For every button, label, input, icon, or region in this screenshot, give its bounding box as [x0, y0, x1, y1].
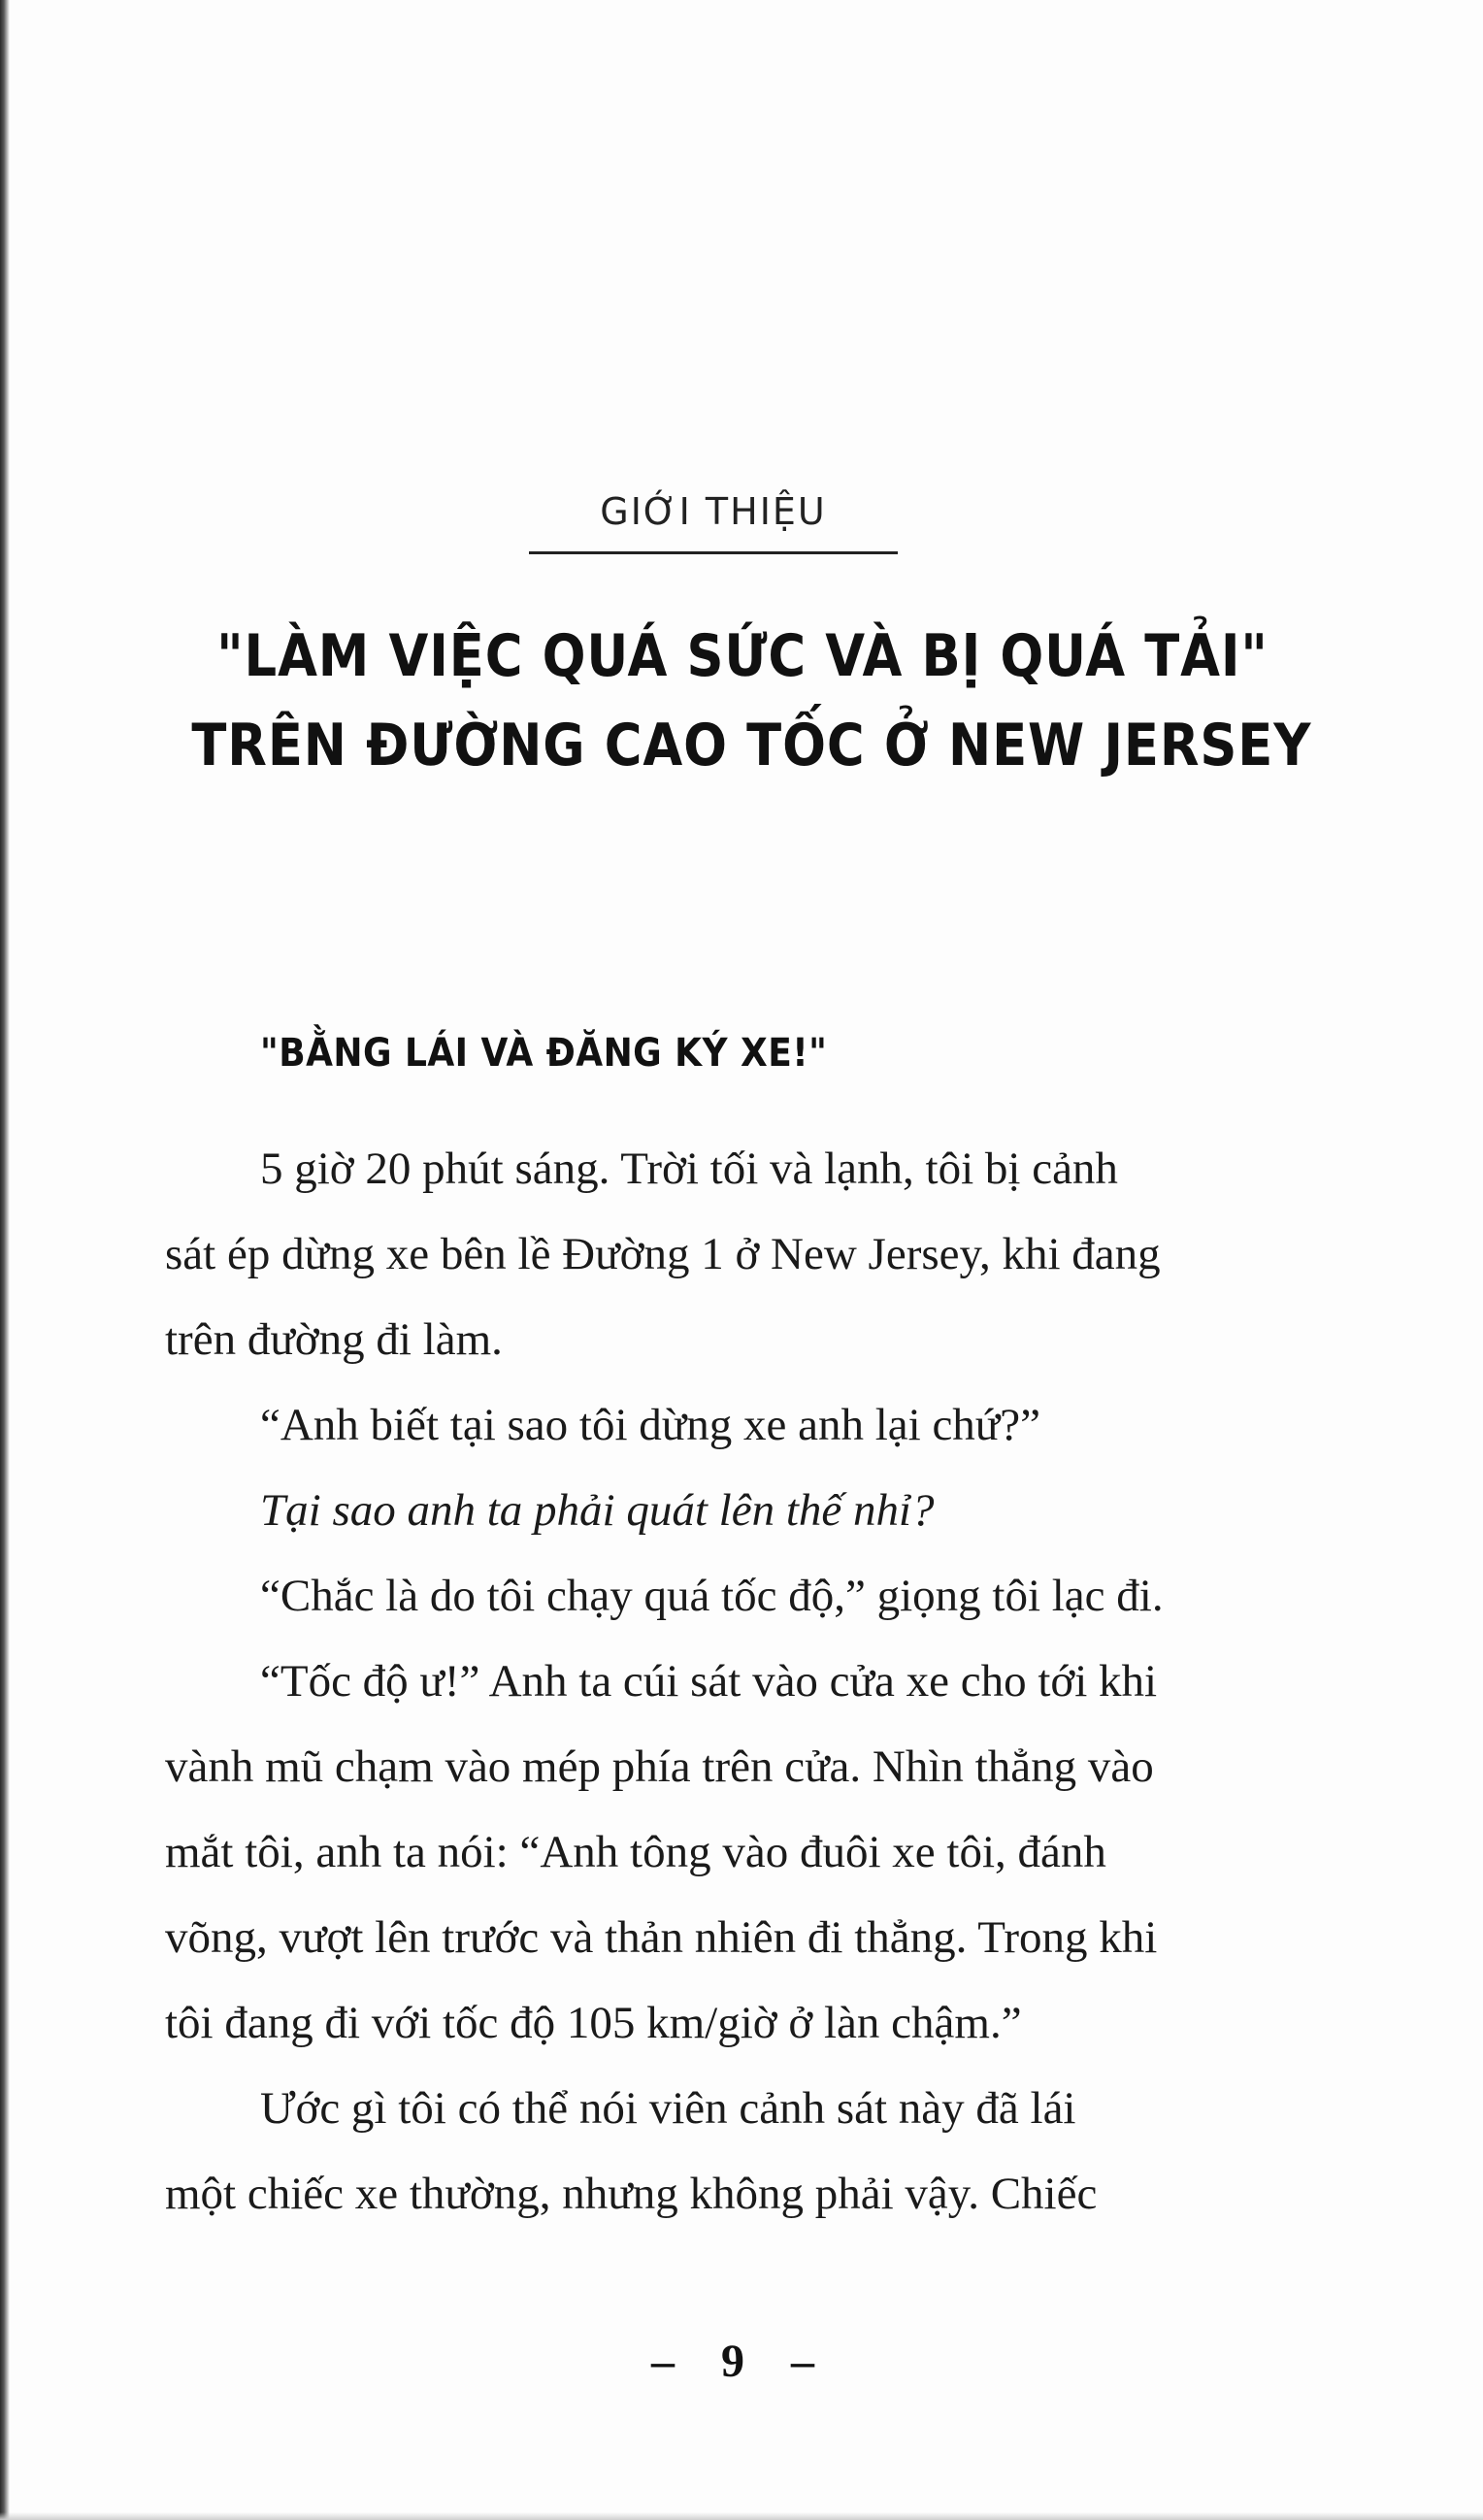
section-heading: "BẰNG LÁI VÀ ĐĂNG KÝ XE!": [260, 1031, 828, 1076]
paragraph-line: Ước gì tôi có thể nói viên cảnh sát này đã lái: [260, 2083, 1076, 2134]
paragraph-line: “Chắc là do tôi chạy quá tốc độ,” giọng tôi lạc đi.: [260, 1571, 1164, 1621]
paragraph-line: mắt tôi, anh ta nói: “Anh tông vào đuôi xe tôi, đánh: [165, 1827, 1106, 1877]
paragraph-line: trên đường đi làm.: [165, 1314, 503, 1365]
chapter-title-line-1: "LÀM VIỆC QUÁ SỨC VÀ BỊ QUÁ TẢI": [216, 622, 1269, 690]
body-text: [165, 1126, 1337, 2237]
paragraph-line: 5 giờ 20 phút sáng. Trời tối và lạnh, tôi bị cảnh: [260, 1144, 1118, 1194]
paragraph-4: [260, 1553, 1337, 1639]
paragraph-line: “Tốc độ ư!” Anh ta cúi sát vào cửa xe cho tới khi: [260, 1656, 1158, 1707]
paragraph-6: [165, 2066, 1337, 2237]
paragraph-line: tôi đang đi với tốc độ 105 km/giờ ở làn chậm.”: [165, 1998, 1022, 2048]
page-bottom-edge: [0, 2512, 1483, 2520]
paragraph-line: vành mũ chạm vào mép phía trên cửa. Nhìn thẳng vào: [165, 1741, 1154, 1792]
spine-shadow: [0, 0, 10, 2520]
chapter-label: GIỚI THIỆU: [600, 490, 827, 533]
paragraph-line: Tại sao anh ta phải quát lên thế nhỉ?: [260, 1485, 935, 1536]
chapter-title: [191, 612, 1312, 790]
paragraph-5: [165, 1639, 1337, 2066]
paragraph-3: [260, 1468, 1337, 1553]
chapter-title-line-2: TRÊN ĐƯỜNG CAO TỐC Ở NEW JERSEY: [191, 712, 1312, 779]
paragraph-line: một chiếc xe thường, nhưng không phải vậy. Chiếc: [165, 2169, 1098, 2219]
page-number: – 9 –: [651, 2336, 832, 2387]
paragraph-2: [260, 1382, 1337, 1468]
paragraph-line: sát ép dừng xe bên lề Đường 1 ở New Jersey, khi đang: [165, 1229, 1161, 1279]
paragraph-1: [165, 1126, 1337, 1382]
paragraph-line: “Anh biết tại sao tôi dừng xe anh lại chứ?”: [260, 1400, 1041, 1450]
paragraph-line: võng, vượt lên trước và thản nhiên đi thẳng. Trong khi: [165, 1912, 1158, 1963]
chapter-rule-divider: [529, 551, 898, 554]
